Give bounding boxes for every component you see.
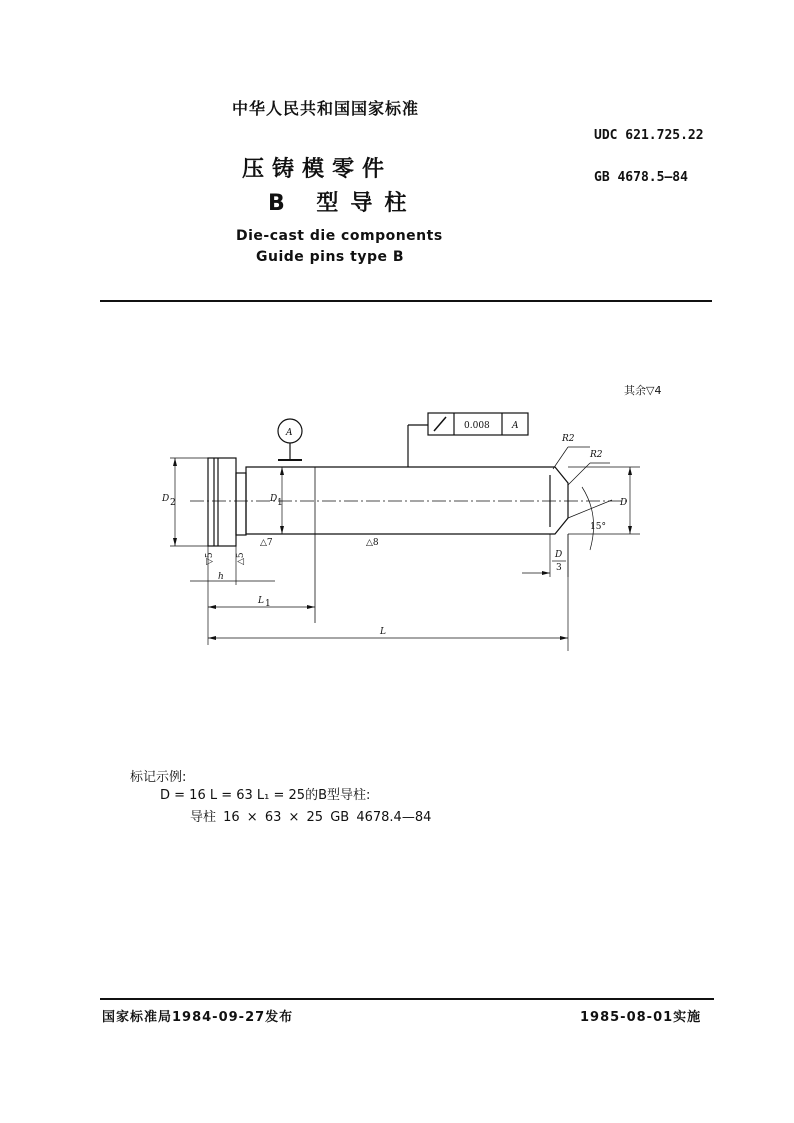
title-cn-line2: B 型导柱: [268, 191, 419, 216]
title-en-line1: Die-cast die components: [236, 228, 443, 244]
effective-date: 1985-08-01实施: [580, 1010, 702, 1025]
title-en-line2: Guide pins type B: [256, 249, 405, 265]
dim-l-label: L: [380, 627, 386, 637]
finish-8-label: △8: [366, 538, 379, 548]
angle-label: 15°: [590, 522, 606, 532]
finish-7-label: △7: [260, 538, 273, 548]
guide-pin-drawing: [150, 405, 670, 665]
datum-label: A: [286, 428, 293, 438]
marking-example-heading: 标记示例:: [130, 770, 187, 785]
dim-d-over-3-den: 3: [556, 563, 562, 573]
dim-l1-label: L: [258, 596, 264, 606]
finish-d5-label: △5: [236, 552, 246, 565]
marking-example-line1: D = 16 L = 63 L₁ = 25的B型导柱:: [160, 788, 371, 803]
udc-code: UDC 621.725.22: [594, 128, 704, 143]
dim-d1-label: D: [270, 494, 278, 504]
title-cn-line1: 压铸模零件: [242, 157, 393, 182]
dim-d2-label: D: [162, 494, 170, 504]
marking-example-line2: 导柱 16 × 63 × 25 GB 4678.4—84: [190, 810, 432, 825]
country-standard-title: 中华人民共和国国家标准: [232, 99, 420, 118]
dim-d2-sub: 2: [170, 498, 176, 508]
roughness-note: 其余▽4: [624, 384, 662, 397]
dim-d1-sub: 1: [277, 498, 283, 508]
pin-body: [246, 467, 568, 534]
issued-date: 国家标准局1984-09-27发布: [102, 1010, 294, 1025]
dim-d-over-3-num: D: [555, 550, 563, 560]
header-divider: [100, 300, 712, 302]
dim-d-label: D: [620, 498, 628, 508]
footer-divider: [100, 998, 714, 1000]
radius-label-2: R2: [590, 450, 603, 460]
radius-label-1: R2: [562, 434, 575, 444]
gb-standard-code: GB 4678.5—84: [594, 170, 688, 185]
pin-head: [208, 458, 236, 546]
tolerance-value: 0.008: [464, 421, 490, 431]
pin-neck: [236, 473, 246, 535]
dim-l1-sub: 1: [265, 599, 271, 609]
tolerance-datum: A: [512, 421, 519, 431]
dim-h-label: h: [218, 572, 224, 582]
finish-v5-label: ▽5: [205, 552, 215, 565]
